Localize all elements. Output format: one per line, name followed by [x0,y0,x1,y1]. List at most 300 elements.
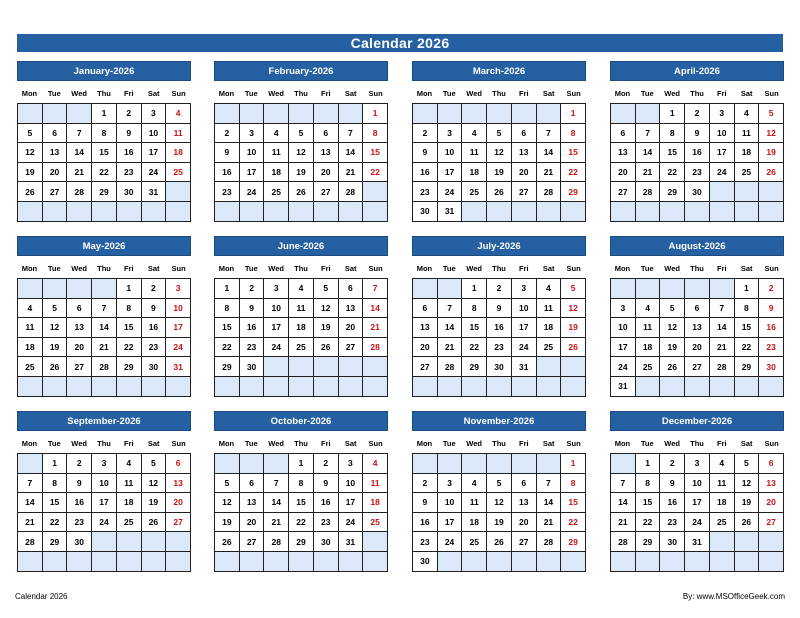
day-cell: 16 [67,493,92,513]
weekday-label: Sat [344,439,357,448]
day-cell: 28 [339,182,364,202]
empty-day-cell [43,377,68,397]
day-cell: 7 [611,474,636,494]
empty-day-cell [43,279,68,299]
day-cell: 14 [611,493,636,513]
empty-day-cell [363,552,388,572]
day-cell: 5 [735,454,760,474]
day-cell: 1 [735,279,760,299]
day-cell: 16 [413,513,438,533]
weekday-label: Wed [664,89,680,98]
month-header: April-2026 [610,61,784,81]
day-cell: 7 [438,299,463,319]
day-cell: 15 [561,143,586,163]
day-cell: 13 [685,318,710,338]
day-cell: 10 [166,299,191,319]
month-block [610,411,784,572]
month-header: March-2026 [412,61,586,81]
empty-day-cell [487,377,512,397]
day-cell: 12 [142,474,167,494]
day-cell: 8 [561,474,586,494]
day-cell: 16 [117,143,142,163]
day-cell: 19 [289,163,314,183]
day-cell: 27 [413,357,438,377]
day-cell: 26 [487,532,512,552]
day-cell: 28 [363,338,388,358]
day-cell: 2 [413,474,438,494]
day-cell: 17 [710,143,735,163]
empty-day-cell [18,454,43,474]
day-cell: 22 [735,338,760,358]
empty-day-cell [18,202,43,222]
day-cell: 31 [339,532,364,552]
day-grid [412,453,586,572]
day-cell: 25 [710,513,735,533]
day-cell: 9 [685,124,710,144]
empty-day-cell [215,202,240,222]
day-cell: 15 [462,318,487,338]
empty-day-cell [537,202,562,222]
day-cell: 21 [339,163,364,183]
day-cell: 22 [660,163,685,183]
day-cell: 3 [685,454,710,474]
day-cell: 15 [92,143,117,163]
month-header: August-2026 [610,236,784,256]
empty-day-cell [289,552,314,572]
day-cell: 12 [759,124,784,144]
day-cell: 18 [166,143,191,163]
day-cell: 21 [363,318,388,338]
day-cell: 26 [18,182,43,202]
day-cell: 22 [92,163,117,183]
weekday-label: Mon [21,264,38,273]
weekday-label: Sat [344,264,357,273]
day-cell: 8 [215,299,240,319]
empty-day-cell [67,552,92,572]
day-cell: 19 [43,338,68,358]
day-cell: 26 [660,357,685,377]
weekday-row [214,434,388,453]
empty-day-cell [363,532,388,552]
day-cell: 22 [462,338,487,358]
weekday-label: Sun [368,439,383,448]
day-cell: 8 [92,124,117,144]
day-cell: 8 [660,124,685,144]
weekday-row [412,84,586,103]
day-cell: 6 [512,474,537,494]
day-cell: 23 [314,513,339,533]
empty-day-cell [215,454,240,474]
empty-day-cell [92,279,117,299]
empty-day-cell [611,202,636,222]
empty-day-cell [142,552,167,572]
weekday-label: Thu [690,439,704,448]
day-cell: 29 [561,182,586,202]
day-cell: 29 [561,532,586,552]
weekday-label: Wed [268,89,284,98]
empty-day-cell [636,552,661,572]
day-cell: 28 [438,357,463,377]
day-cell: 3 [264,279,289,299]
empty-day-cell [685,552,710,572]
day-cell: 13 [43,143,68,163]
empty-day-cell [264,202,289,222]
day-cell: 30 [142,357,167,377]
day-cell: 17 [685,493,710,513]
day-cell: 15 [43,493,68,513]
weekday-label: Wed [466,264,482,273]
empty-day-cell [339,104,364,124]
day-cell: 26 [289,182,314,202]
empty-day-cell [611,552,636,572]
day-cell: 18 [462,513,487,533]
day-cell: 20 [611,163,636,183]
weekday-label: Sun [171,439,186,448]
day-grid [412,278,586,397]
day-cell: 9 [67,474,92,494]
empty-day-cell [264,454,289,474]
day-cell: 12 [314,299,339,319]
day-cell: 3 [166,279,191,299]
empty-day-cell [660,279,685,299]
weekday-row [412,434,586,453]
month-header: October-2026 [214,411,388,431]
day-cell: 22 [636,513,661,533]
day-cell: 6 [512,124,537,144]
weekday-label: Thu [492,439,506,448]
day-cell: 31 [166,357,191,377]
day-cell: 24 [264,338,289,358]
empty-day-cell [413,454,438,474]
day-cell: 15 [660,143,685,163]
day-cell: 11 [18,318,43,338]
day-cell: 3 [92,454,117,474]
weekday-label: Sat [740,89,753,98]
day-cell: 21 [438,338,463,358]
day-cell: 30 [759,357,784,377]
day-cell: 1 [561,104,586,124]
empty-day-cell [710,182,735,202]
weekday-row [610,434,784,453]
empty-day-cell [710,279,735,299]
day-cell: 20 [512,163,537,183]
weekday-label: Tue [244,439,258,448]
day-cell: 11 [289,299,314,319]
day-cell: 30 [413,552,438,572]
day-cell: 4 [289,279,314,299]
day-cell: 29 [735,357,760,377]
day-cell: 19 [759,143,784,163]
day-cell: 8 [363,124,388,144]
day-cell: 17 [264,318,289,338]
day-cell: 17 [142,143,167,163]
day-cell: 16 [240,318,265,338]
day-cell: 10 [339,474,364,494]
day-cell: 20 [413,338,438,358]
day-cell: 20 [67,338,92,358]
day-cell: 28 [92,357,117,377]
empty-day-cell [43,202,68,222]
weekday-label: Sat [147,264,160,273]
day-cell: 1 [117,279,142,299]
day-cell: 25 [462,532,487,552]
day-cell: 2 [314,454,339,474]
day-cell: 26 [487,182,512,202]
weekday-label: Tue [442,89,456,98]
weekday-label: Thu [294,439,308,448]
day-cell: 7 [636,124,661,144]
day-cell: 17 [611,338,636,358]
empty-day-cell [240,202,265,222]
weekday-label: Wed [268,439,284,448]
day-cell: 21 [611,513,636,533]
day-cell: 21 [636,163,661,183]
empty-day-cell [215,552,240,572]
empty-day-cell [92,532,117,552]
day-cell: 25 [636,357,661,377]
day-cell: 10 [685,474,710,494]
day-cell: 24 [512,338,537,358]
day-cell: 4 [735,104,760,124]
day-cell: 3 [512,279,537,299]
day-cell: 28 [67,182,92,202]
day-cell: 5 [215,474,240,494]
weekday-label: Mon [21,89,38,98]
day-cell: 13 [611,143,636,163]
day-cell: 20 [685,338,710,358]
day-cell: 30 [487,357,512,377]
day-cell: 3 [438,474,463,494]
day-cell: 9 [413,143,438,163]
day-cell: 29 [660,182,685,202]
day-cell: 6 [759,454,784,474]
day-cell: 13 [314,143,339,163]
empty-day-cell [487,104,512,124]
weekday-label: Wed [466,439,482,448]
day-cell: 17 [512,318,537,338]
empty-day-cell [636,202,661,222]
day-cell: 1 [92,104,117,124]
empty-day-cell [685,279,710,299]
day-cell: 7 [67,124,92,144]
day-cell: 9 [759,299,784,319]
weekday-label: Tue [640,264,654,273]
day-cell: 5 [314,279,339,299]
day-cell: 7 [710,299,735,319]
month-block [412,61,586,222]
day-grid [214,453,388,572]
day-cell: 17 [438,163,463,183]
weekday-label: Sat [147,89,160,98]
weekday-label: Tue [47,89,61,98]
weekday-label: Fri [717,264,727,273]
empty-day-cell [289,377,314,397]
empty-day-cell [67,104,92,124]
day-cell: 25 [462,182,487,202]
weekday-label: Sun [171,89,186,98]
day-cell: 27 [512,182,537,202]
weekday-label: Wed [71,439,87,448]
day-cell: 11 [166,124,191,144]
day-cell: 15 [561,493,586,513]
day-cell: 29 [92,182,117,202]
weekday-label: Tue [442,264,456,273]
weekday-row [214,259,388,278]
empty-day-cell [67,279,92,299]
empty-day-cell [438,454,463,474]
day-cell: 15 [636,493,661,513]
day-cell: 2 [685,104,710,124]
weekday-label: Thu [294,264,308,273]
empty-day-cell [487,552,512,572]
day-cell: 10 [710,124,735,144]
day-cell: 20 [240,513,265,533]
empty-day-cell [685,202,710,222]
day-cell: 27 [611,182,636,202]
day-cell: 27 [339,338,364,358]
day-cell: 20 [759,493,784,513]
day-cell: 7 [92,299,117,319]
day-cell: 13 [67,318,92,338]
weekday-label: Mon [218,89,235,98]
day-cell: 4 [462,474,487,494]
day-cell: 27 [512,532,537,552]
empty-day-cell [537,377,562,397]
day-cell: 1 [636,454,661,474]
day-cell: 17 [92,493,117,513]
empty-day-cell [166,552,191,572]
day-cell: 12 [561,299,586,319]
weekday-row [17,259,191,278]
empty-day-cell [92,202,117,222]
day-cell: 23 [413,182,438,202]
month-block [610,236,784,397]
day-cell: 3 [611,299,636,319]
day-cell: 10 [240,143,265,163]
weekday-label: Sun [764,264,779,273]
day-cell: 29 [636,532,661,552]
day-cell: 23 [660,513,685,533]
empty-day-cell [438,552,463,572]
day-cell: 26 [314,338,339,358]
day-cell: 26 [43,357,68,377]
weekday-label: Mon [416,439,433,448]
day-cell: 14 [18,493,43,513]
day-cell: 17 [240,163,265,183]
day-cell: 25 [166,163,191,183]
day-cell: 9 [142,299,167,319]
day-cell: 6 [685,299,710,319]
day-cell: 22 [215,338,240,358]
day-cell: 23 [413,532,438,552]
day-cell: 1 [561,454,586,474]
day-grid [610,103,784,222]
empty-day-cell [289,357,314,377]
empty-day-cell [512,552,537,572]
empty-day-cell [537,357,562,377]
day-cell: 9 [117,124,142,144]
day-cell: 7 [537,124,562,144]
empty-day-cell [735,532,760,552]
empty-day-cell [512,454,537,474]
weekday-label: Thu [690,89,704,98]
day-cell: 20 [43,163,68,183]
day-cell: 12 [215,493,240,513]
day-cell: 6 [413,299,438,319]
day-cell: 4 [537,279,562,299]
day-cell: 2 [215,124,240,144]
day-cell: 7 [537,474,562,494]
footer-credit: By: www.MSOfficeGeek.com [682,592,785,601]
day-cell: 22 [561,163,586,183]
day-cell: 10 [438,143,463,163]
day-cell: 24 [240,182,265,202]
empty-day-cell [735,552,760,572]
empty-day-cell [18,552,43,572]
day-cell: 25 [363,513,388,533]
empty-day-cell [166,182,191,202]
day-cell: 17 [339,493,364,513]
day-cell: 24 [142,163,167,183]
day-cell: 5 [142,454,167,474]
weekday-label: Fri [124,264,134,273]
day-cell: 31 [142,182,167,202]
day-cell: 26 [561,338,586,358]
empty-day-cell [363,202,388,222]
day-cell: 15 [363,143,388,163]
weekday-label: Thu [492,264,506,273]
day-cell: 28 [264,532,289,552]
day-cell: 18 [289,318,314,338]
day-cell: 21 [18,513,43,533]
empty-day-cell [561,552,586,572]
empty-day-cell [487,202,512,222]
day-cell: 12 [289,143,314,163]
empty-day-cell [735,202,760,222]
weekday-label: Sun [566,439,581,448]
day-cell: 2 [117,104,142,124]
month-block [17,411,191,572]
day-grid [412,103,586,222]
empty-day-cell [142,532,167,552]
day-grid [17,278,191,397]
weekday-label: Thu [97,264,111,273]
day-cell: 11 [537,299,562,319]
empty-day-cell [611,454,636,474]
day-cell: 18 [735,143,760,163]
day-cell: 8 [117,299,142,319]
day-cell: 25 [117,513,142,533]
weekday-label: Sun [566,89,581,98]
day-cell: 23 [240,338,265,358]
day-cell: 4 [264,124,289,144]
weekday-label: Fri [321,89,331,98]
weekday-label: Mon [416,89,433,98]
day-cell: 24 [438,182,463,202]
empty-day-cell [537,454,562,474]
weekday-label: Tue [47,439,61,448]
empty-day-cell [512,104,537,124]
day-cell: 12 [487,143,512,163]
weekday-label: Tue [640,439,654,448]
day-cell: 6 [314,124,339,144]
empty-day-cell [142,202,167,222]
weekday-label: Sun [368,89,383,98]
empty-day-cell [363,182,388,202]
day-cell: 27 [314,182,339,202]
day-grid [17,453,191,572]
day-cell: 7 [264,474,289,494]
